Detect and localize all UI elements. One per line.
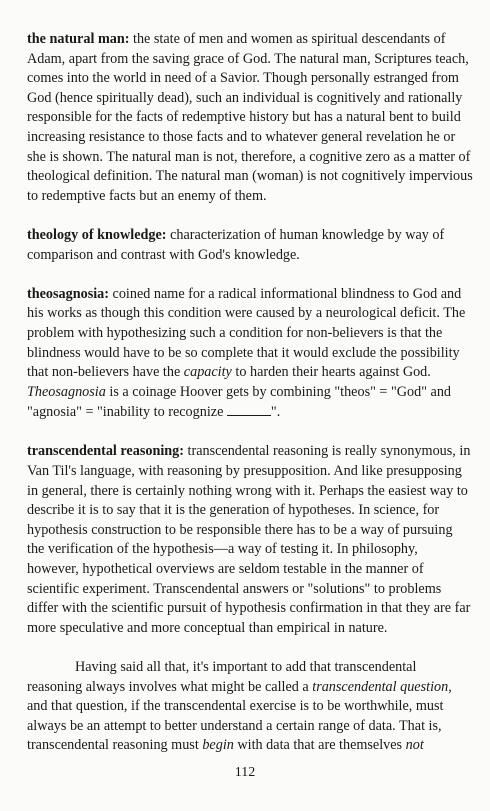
- paragraph-text: with data that are themselves: [233, 737, 406, 754]
- glossary-definition: transcendental reasoning is really synonymous, in Van Til's language, with reasoning by presupposition. And like presupposing in general, there is certainly nothing wrong with it. Perhaps the easiest way to describe it is to say that it is the generation of hypotheses. In science, for hypothesis construction to be responsible there has to be a way of pursuing the verification of the hypothesis—a way of testing it. In philosophy, however, hypothetical overviews are seldom testable in the manner of scientific experiment. Transcendental answers or "solutions" to problems differ with the scientific pursuit of hypothesis confirmation in that they are far more speculative and more conceptual than empirical in nature.: [27, 443, 471, 636]
- fill-in-blank-line: [227, 402, 271, 416]
- glossary-term: theosagnosia:: [27, 285, 109, 302]
- glossary-definition-part: is a coinage Hoover gets by combining "theos" = "God" and "agnosia" = "inability to recognize: [27, 383, 452, 421]
- emphasis-text: begin: [202, 737, 234, 754]
- glossary-definition-part: ".: [270, 404, 281, 421]
- emphasis-text: capacity: [183, 364, 232, 381]
- glossary-term: the natural man:: [27, 31, 130, 47]
- glossary-definition: characterization of human knowledge by way of comparison and contrast with God's knowledge.: [27, 226, 445, 263]
- glossary-text: [27, 30, 473, 756]
- glossary-entry-theology-of-knowledge: [27, 226, 473, 265]
- closing-paragraph: [27, 658, 473, 756]
- paragraph-text: , and that question, if the transcendental exercise is to be worthwhile, must always be an attempt to better understand a certain range of data. That is, transcendental reasoning must: [27, 678, 452, 754]
- glossary-definition-part: to harden their hearts against God.: [231, 364, 431, 381]
- emphasis-text: transcendental question: [312, 678, 449, 695]
- emphasis-text: not: [405, 737, 424, 754]
- glossary-entry-transcendental-reasoning: [27, 442, 473, 638]
- glossary-entry-natural-man: [27, 30, 473, 206]
- glossary-definition-part: coined name for a radical informational blindness to God and his works as though this condition were caused by a neurological deficit. The problem with hypothesizing such a condition for non-believers is that the blindness would have to be so complete that it would exclude the possibility that non-believers have the: [27, 285, 466, 381]
- glossary-definition: the state of men and women as spiritual descendants of Adam, apart from the saving grace of God. The natural man, Scriptures teach, comes into the world in need of a Savior. Though personally estranged from God (hence spiritually dead), such an individual is cognitively and rationally responsible for the facts of redemptive history but has a natural bent to build increasing resistance to those facts and to whatever general revelation he or she is shown. The natural man is not, therefore, a cognitive zero as a matter of theological definition. The natural man (woman) is not cognitively impervious to redemptive facts but an enemy of them.: [27, 31, 473, 204]
- glossary-term: theology of knowledge:: [27, 226, 167, 243]
- paragraph-text: Having said all that, it's important to add that transcendental reasoning always involves what might be called a: [27, 659, 417, 695]
- glossary-entry-theosagnosia: [27, 285, 473, 423]
- emphasis-text: Theosagnosia: [27, 383, 106, 400]
- page-number: 112: [234, 765, 256, 780]
- glossary-term: transcendental reasoning:: [27, 443, 184, 460]
